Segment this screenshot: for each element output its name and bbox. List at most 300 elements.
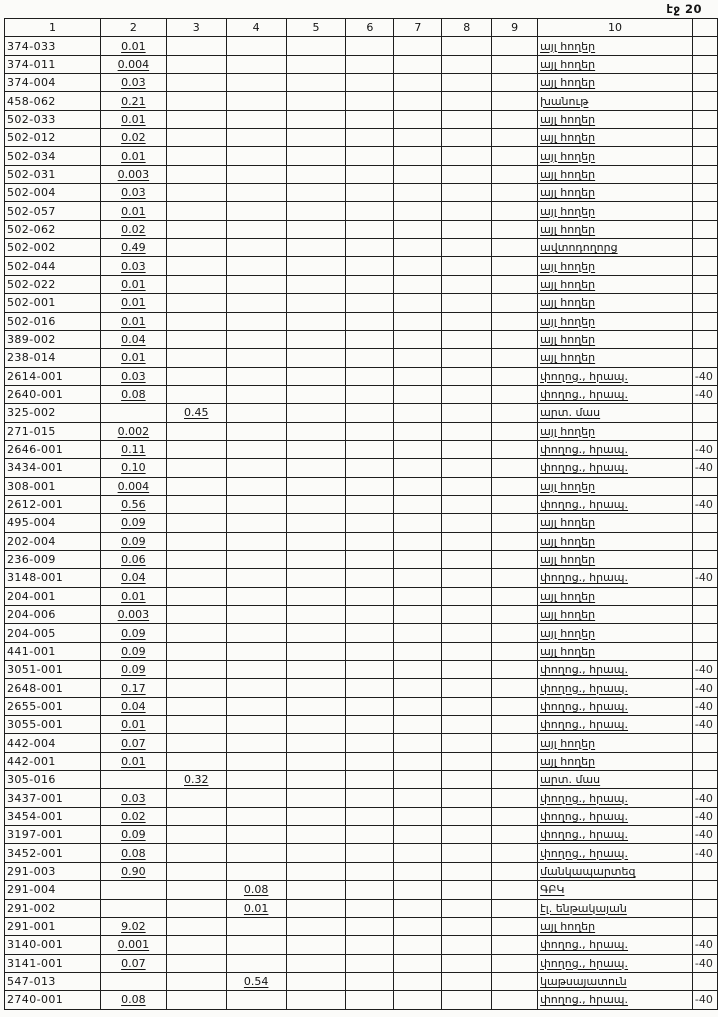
cell-empty [286,936,346,954]
cell-area-col3 [166,514,226,532]
cell-area-col2: 0.09 [100,514,166,532]
cell-empty [394,587,442,605]
cell-area-col2: 0.03 [100,789,166,807]
cell-area-col4 [226,789,286,807]
cell-empty [286,661,346,679]
margin-note: -40 [692,385,717,403]
cell-empty [442,844,492,862]
cell-area-col2: 0.06 [100,550,166,568]
column-header-8: 8 [442,19,492,37]
cell-landuse: արտ. մաս [538,771,693,789]
cell-empty [394,899,442,917]
cell-landuse: այլ հողեր [538,147,693,165]
cell-empty [442,440,492,458]
cell-area-col3 [166,697,226,715]
margin-note [692,587,717,605]
cell-empty [346,330,394,348]
cell-area-col3 [166,202,226,220]
cell-empty [286,275,346,293]
cell-empty [442,92,492,110]
cell-area-col4 [226,367,286,385]
margin-note [692,349,717,367]
cell-empty [286,92,346,110]
margin-note [692,184,717,202]
cell-empty [492,606,538,624]
cell-empty [394,532,442,550]
cell-empty [394,991,442,1009]
margin-note: -40 [692,367,717,385]
cell-code: 3140-001 [5,936,101,954]
margin-note [692,550,717,568]
cell-code: 2655-001 [5,697,101,715]
cell-area-col3 [166,624,226,642]
cell-area-col3 [166,239,226,257]
cell-code: 305-016 [5,771,101,789]
margin-note: -40 [692,789,717,807]
cell-code: 2648-001 [5,679,101,697]
cell-empty [394,257,442,275]
cell-code: 495-004 [5,514,101,532]
cell-landuse: այլ հողեր [538,257,693,275]
cell-area-col2: 0.01 [100,716,166,734]
margin-note [692,202,717,220]
table-row [5,147,718,165]
cell-empty [442,385,492,403]
cell-area-col2: 0.04 [100,330,166,348]
cell-empty [286,734,346,752]
cell-empty [442,661,492,679]
cell-area-col2 [100,972,166,990]
cell-empty [442,422,492,440]
cell-empty [394,862,442,880]
cell-empty [394,92,442,110]
cell-empty [286,771,346,789]
cell-area-col3 [166,991,226,1009]
cell-empty [442,789,492,807]
cell-area-col3 [166,532,226,550]
margin-note [692,881,717,899]
cell-empty [394,55,442,73]
cell-empty [442,899,492,917]
cell-empty [346,532,394,550]
cell-area-col3 [166,294,226,312]
cell-area-col4 [226,954,286,972]
cell-area-col4 [226,716,286,734]
cell-code: 502-031 [5,165,101,183]
cell-code: 502-034 [5,147,101,165]
table-row [5,624,718,642]
cell-landuse: այլ հողեր [538,110,693,128]
cell-empty [394,807,442,825]
cell-area-col4 [226,147,286,165]
cell-area-col2: 0.11 [100,440,166,458]
cell-code: 502-004 [5,184,101,202]
cell-area-col2: 0.08 [100,991,166,1009]
cell-landuse: խանութ [538,92,693,110]
cell-empty [394,184,442,202]
cell-empty [492,239,538,257]
cell-landuse: փողոց., հրապ. [538,826,693,844]
cell-landuse: այլ հողեր [538,734,693,752]
cell-empty [286,899,346,917]
table-row [5,697,718,715]
cell-empty [442,147,492,165]
table-row [5,37,718,55]
margin-note: -40 [692,954,717,972]
cell-empty [492,129,538,147]
margin-note: -40 [692,679,717,697]
cell-area-col2 [100,771,166,789]
table-row [5,74,718,92]
cell-empty [286,972,346,990]
cell-empty [442,972,492,990]
cell-area-col3 [166,569,226,587]
margin-note: -40 [692,716,717,734]
cell-empty [346,514,394,532]
cell-area-col4 [226,569,286,587]
cell-empty [346,972,394,990]
cell-empty [286,349,346,367]
margin-note [692,55,717,73]
cell-empty [492,642,538,660]
cell-area-col3 [166,881,226,899]
margin-note [692,624,717,642]
table-row [5,532,718,550]
cell-landuse: այլ հողեր [538,532,693,550]
cell-area-col2: 0.004 [100,55,166,73]
cell-empty [492,275,538,293]
cell-empty [442,734,492,752]
table-row [5,459,718,477]
table-row [5,422,718,440]
cell-empty [346,147,394,165]
cell-code: 442-004 [5,734,101,752]
margin-note [692,37,717,55]
cell-empty [394,147,442,165]
margin-note [692,404,717,422]
cell-empty [346,789,394,807]
cell-area-col2: 0.004 [100,477,166,495]
cell-landuse: փողոց., հրապ. [538,661,693,679]
cell-code: 2740-001 [5,991,101,1009]
cell-area-col3 [166,936,226,954]
cell-empty [442,165,492,183]
cell-area-col3 [166,642,226,660]
table-row [5,991,718,1009]
table-body [5,37,718,1009]
cell-empty [394,954,442,972]
cell-empty [492,752,538,770]
margin-spacer [692,19,717,37]
cell-empty [286,312,346,330]
cell-code: 441-001 [5,642,101,660]
cell-landuse: այլ հողեր [538,550,693,568]
cell-area-col4: 0.01 [226,899,286,917]
cell-empty [346,239,394,257]
cell-code: 502-062 [5,220,101,238]
cell-empty [286,147,346,165]
cell-empty [286,220,346,238]
cell-area-col2: 0.09 [100,826,166,844]
cell-empty [394,569,442,587]
cell-area-col4 [226,807,286,825]
cell-area-col3 [166,495,226,513]
table-row [5,789,718,807]
margin-note [692,330,717,348]
table-row [5,165,718,183]
cell-code: 374-011 [5,55,101,73]
cell-empty [442,587,492,605]
cell-empty [442,569,492,587]
cell-area-col2: 0.10 [100,459,166,477]
table-row [5,349,718,367]
cell-empty [394,349,442,367]
cell-area-col2: 0.09 [100,642,166,660]
cell-area-col2 [100,899,166,917]
column-header-9: 9 [492,19,538,37]
cell-code: 3141-001 [5,954,101,972]
cell-area-col2: 0.01 [100,294,166,312]
cell-empty [442,807,492,825]
cell-empty [286,440,346,458]
cell-area-col3 [166,37,226,55]
cell-empty [394,459,442,477]
cell-empty [442,606,492,624]
cell-empty [442,826,492,844]
cell-landuse: այլ հողեր [538,74,693,92]
cell-area-col2: 0.09 [100,661,166,679]
cell-empty [492,844,538,862]
land-registry-table [4,18,718,1010]
cell-area-col2: 0.56 [100,495,166,513]
cell-area-col3 [166,92,226,110]
cell-area-col2: 0.09 [100,624,166,642]
cell-code: 204-001 [5,587,101,605]
cell-empty [442,294,492,312]
cell-empty [286,862,346,880]
cell-area-col3 [166,184,226,202]
table-row [5,679,718,697]
cell-code: 308-001 [5,477,101,495]
cell-area-col2: 0.01 [100,37,166,55]
cell-area-col3 [166,367,226,385]
cell-empty [442,330,492,348]
cell-landuse: այլ հողեր [538,55,693,73]
cell-area-col3 [166,550,226,568]
cell-area-col3 [166,257,226,275]
cell-area-col3 [166,734,226,752]
cell-empty [394,330,442,348]
cell-empty [346,367,394,385]
cell-empty [492,862,538,880]
table-row [5,184,718,202]
cell-area-col2: 0.02 [100,129,166,147]
cell-area-col4 [226,734,286,752]
cell-area-col2: 0.08 [100,844,166,862]
cell-area-col4 [226,917,286,935]
cell-code: 291-002 [5,899,101,917]
cell-landuse: փողոց., հրապ. [538,716,693,734]
cell-empty [346,899,394,917]
cell-empty [492,477,538,495]
table-row [5,807,718,825]
cell-area-col3 [166,844,226,862]
cell-area-col4 [226,202,286,220]
cell-area-col2: 0.01 [100,752,166,770]
cell-code: 502-057 [5,202,101,220]
cell-empty [346,202,394,220]
cell-empty [286,514,346,532]
cell-area-col2: 0.01 [100,202,166,220]
cell-empty [346,936,394,954]
cell-area-col2: 0.90 [100,862,166,880]
table-row [5,440,718,458]
cell-empty [442,184,492,202]
cell-empty [346,385,394,403]
cell-area-col2: 0.02 [100,807,166,825]
cell-empty [346,826,394,844]
cell-empty [346,55,394,73]
column-header-5: 5 [286,19,346,37]
margin-note [692,294,717,312]
cell-empty [492,954,538,972]
column-header-10: 10 [538,19,693,37]
cell-empty [492,220,538,238]
margin-note [692,899,717,917]
table-row [5,404,718,422]
table-row [5,385,718,403]
cell-empty [492,55,538,73]
cell-area-col3 [166,110,226,128]
cell-code: 3437-001 [5,789,101,807]
cell-empty [394,606,442,624]
table-row [5,495,718,513]
cell-empty [286,550,346,568]
cell-empty [346,37,394,55]
cell-area-col2: 0.01 [100,275,166,293]
cell-area-col2: 0.21 [100,92,166,110]
cell-code: 3051-001 [5,661,101,679]
cell-code: 291-004 [5,881,101,899]
cell-empty [346,569,394,587]
cell-code: 442-001 [5,752,101,770]
table-row [5,826,718,844]
table-row [5,220,718,238]
cell-area-col4 [226,844,286,862]
table-row [5,367,718,385]
table-row [5,972,718,990]
cell-empty [394,550,442,568]
cell-landuse: այլ հողեր [538,37,693,55]
cell-area-col4 [226,385,286,403]
cell-area-col3 [166,312,226,330]
margin-note: -40 [692,569,717,587]
cell-landuse: այլ հողեր [538,477,693,495]
cell-landuse: փողոց., հրապ. [538,807,693,825]
cell-code: 271-015 [5,422,101,440]
cell-code: 502-016 [5,312,101,330]
cell-landuse: այլ հողեր [538,422,693,440]
margin-note: -40 [692,661,717,679]
cell-empty [346,642,394,660]
cell-area-col3 [166,807,226,825]
cell-empty [442,275,492,293]
table-row [5,771,718,789]
cell-area-col3 [166,899,226,917]
cell-empty [286,385,346,403]
cell-area-col4 [226,55,286,73]
cell-empty [286,495,346,513]
table-row [5,514,718,532]
column-header-4: 4 [226,19,286,37]
cell-empty [346,917,394,935]
cell-empty [346,734,394,752]
table-row [5,257,718,275]
margin-note [692,532,717,550]
cell-code: 204-006 [5,606,101,624]
table-row [5,202,718,220]
margin-note [692,147,717,165]
cell-empty [394,165,442,183]
cell-code: 204-005 [5,624,101,642]
cell-empty [394,917,442,935]
cell-area-col3 [166,422,226,440]
cell-empty [442,239,492,257]
cell-empty [394,294,442,312]
cell-area-col3 [166,129,226,147]
cell-area-col2: 0.02 [100,220,166,238]
margin-note [692,275,717,293]
column-header-6: 6 [346,19,394,37]
cell-empty [442,220,492,238]
cell-empty [492,349,538,367]
cell-code: 3148-001 [5,569,101,587]
cell-code: 547-013 [5,972,101,990]
cell-empty [492,587,538,605]
cell-area-col2: 0.002 [100,422,166,440]
cell-empty [492,972,538,990]
cell-empty [492,459,538,477]
cell-empty [346,587,394,605]
cell-area-col2: 0.01 [100,587,166,605]
margin-note [692,771,717,789]
cell-area-col4 [226,239,286,257]
table-row [5,844,718,862]
cell-empty [492,404,538,422]
cell-empty [492,936,538,954]
cell-area-col3 [166,606,226,624]
cell-area-col3 [166,862,226,880]
cell-empty [492,514,538,532]
table-row [5,752,718,770]
cell-code: 325-002 [5,404,101,422]
cell-area-col4 [226,495,286,513]
cell-area-col2: 0.003 [100,165,166,183]
cell-landuse: այլ հողեր [538,294,693,312]
table-row [5,239,718,257]
cell-code: 502-012 [5,129,101,147]
cell-empty [492,789,538,807]
table-row [5,330,718,348]
cell-empty [346,624,394,642]
cell-empty [286,624,346,642]
cell-empty [286,752,346,770]
cell-empty [394,404,442,422]
cell-area-col4 [226,129,286,147]
cell-empty [442,917,492,935]
cell-code: 502-033 [5,110,101,128]
cell-empty [492,385,538,403]
